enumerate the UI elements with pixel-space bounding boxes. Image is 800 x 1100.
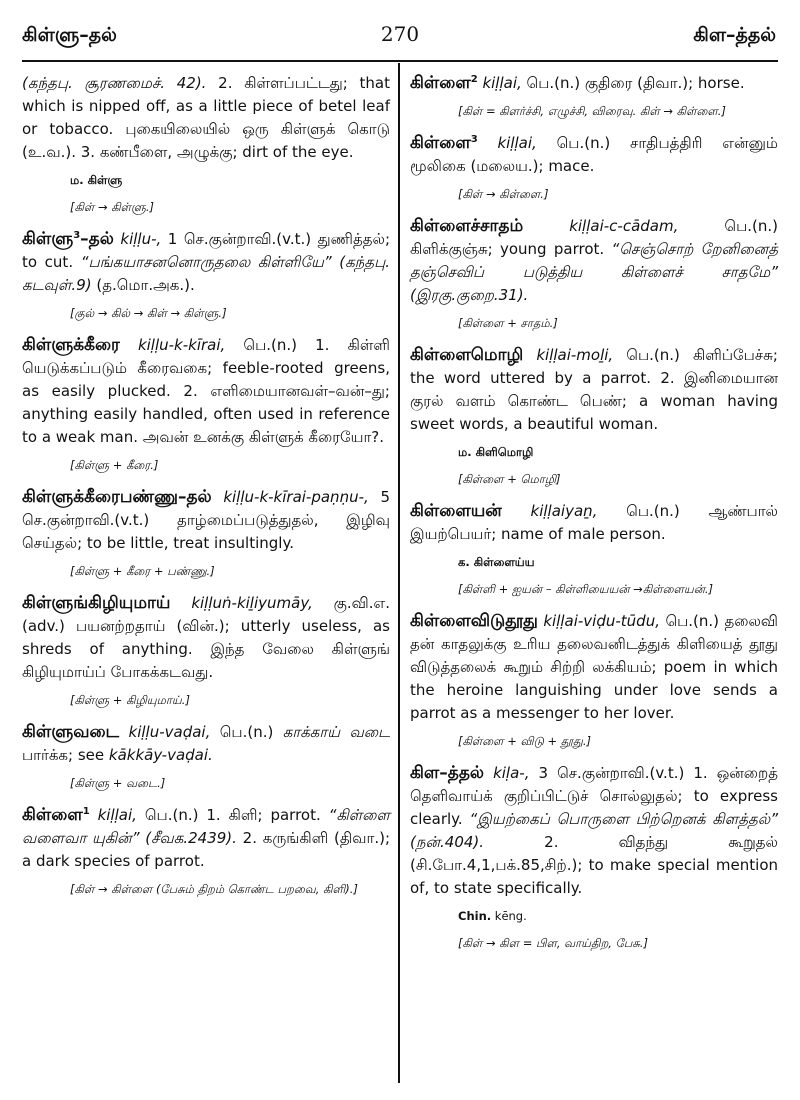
column-divider — [398, 63, 400, 1083]
dictionary-entry — [22, 228, 390, 297]
headword: கிள்ளுக்கீரை — [22, 335, 120, 355]
cognate-language: Chin. — [458, 909, 492, 923]
etymology: [கிள் → கிள்ளை.] — [458, 187, 549, 201]
definition: பெ.(n.) ஆண்பால் இயற்பெயர்; name of male person. — [410, 502, 778, 543]
cognate: ம. கிளிமொழி — [458, 445, 534, 459]
dictionary-entry — [22, 721, 390, 767]
definition: 5 செ.குன்றாவி.(v.t.) தாழ்மைப்படுத்துதல், இழிவு செய்தல்; to be little, treat insultingly. — [22, 488, 390, 552]
definition: பெ.(n.) 1. கிள்ளி யெடுக்கப்படும் கீரைவகை; feeble-rooted greens, as easily plucked. 2. எளிமையானவள்–வன்–து; anything easily handled, often used in reference to a weak man. அவன் உனக்கு கிள்ளுக் கீரையோ?. — [22, 336, 390, 446]
page-number: 270 — [380, 22, 420, 46]
definition: 3 செ.குன்றாவி.(v.t.) 1. ஒன்றைத் தெளிவாய்க் குறிப்பிட்டுச் சொல்லுதல்; to express clearly. — [410, 764, 778, 828]
definition: பெ.(n.) சாதிபத்திரி என்னும் மூலிகை (மலைய.); mace. — [410, 134, 778, 175]
citation: “கிள்ளை வளைவா யுகின்” (சீவக.2439). — [22, 806, 390, 847]
dictionary-entry — [22, 486, 390, 555]
dictionary-entry — [22, 592, 390, 684]
definition-tail: (த.மொ.அக.). — [91, 276, 195, 294]
transliteration: kiḷḷu-, — [120, 230, 162, 248]
definition: பெ.(n.) 1. கிளி; parrot. — [136, 806, 329, 824]
dictionary-entry — [410, 72, 778, 95]
transliteration: kiḷḷai, — [97, 806, 137, 824]
transliteration: kiḷḷuṅ-kiḻiyumāy, — [191, 594, 313, 612]
definition-tail: 2. விதந்து கூறுதல் (சி.போ.4,1,பக்.85,சிற்.); to make special mention of, to state specifically. — [410, 833, 778, 897]
see-reference: kākkāy-vaḍai. — [108, 746, 213, 764]
transliteration: kiḷḷu-k-kīrai-paṇṇu-, — [223, 488, 369, 506]
dictionary-entry — [22, 804, 390, 873]
transliteration: kiḷḷai, — [497, 134, 537, 152]
homonym-number: 3 — [470, 134, 478, 145]
transliteration: kiḷḷaiyaṉ, — [530, 502, 598, 520]
transliteration: kiḷḷai-viḍu-tūdu, — [543, 612, 660, 630]
etymology: [கிள்ளை + விடு + தூது.] — [458, 734, 592, 748]
etymology: [கிள்ளி + ஐயன் – கிள்ளியையன் →கிள்ளையன்.] — [458, 582, 714, 596]
etymology: [கிள் → கிள்ளு.] — [70, 200, 155, 214]
cognate — [458, 908, 778, 925]
transliteration: kiḷḷai-c-cādam, — [569, 217, 679, 235]
transliteration: kiḷḷu-k-kīrai, — [137, 336, 226, 354]
definition-tail: பார்க்க; see — [22, 746, 109, 764]
citation: “இயற்கைப் பொருளை பிற்றெனக் கிளத்தல்” (நன்.404). — [410, 810, 779, 851]
left-column — [22, 72, 390, 910]
definition: பெ.(n.) — [210, 723, 283, 741]
transliteration: kiḷḷai-moḻi, — [536, 346, 614, 364]
dictionary-entry — [410, 215, 778, 307]
etymology: [குல் → கில் → கிள் → கிள்ளு.] — [70, 306, 227, 320]
headword-suffix: –தல் — [80, 229, 114, 249]
definition-tail: 2. கருங்கிளி (திவா.); a dark species of parrot. — [22, 829, 390, 870]
transliteration: kiḷḷu-vaḍai, — [128, 723, 211, 741]
etymology: [கிள்ளு + வடை.] — [70, 776, 166, 790]
headword: கிள்ளைச்சாதம் — [410, 216, 524, 236]
definition: பெ.(n.) குதிரை (திவா.); horse. — [521, 74, 745, 92]
etymology: [கிள்ளை + சாதம்.] — [458, 316, 558, 330]
dictionary-entry — [410, 344, 778, 436]
transliteration: kiḷḷai, — [482, 74, 522, 92]
etymology: [கிள் → கிள = பிள, வாய்திற, பேசு.] — [458, 936, 648, 950]
headword: கிள்ளு — [22, 229, 74, 249]
dictionary-entry — [410, 762, 778, 900]
headword: கிள்ளை — [410, 133, 471, 153]
headword: கிள்ளைமொழி — [410, 345, 524, 365]
homonym-number: 3 — [73, 230, 81, 241]
etymology: [கிள்ளை + மொழி] — [458, 472, 561, 486]
headword: கிள்ளைவிடுதூது — [410, 611, 538, 631]
homonym-number: 1 — [82, 806, 90, 817]
dictionary-entry — [410, 610, 778, 725]
dictionary-entry — [410, 500, 778, 546]
etymology: [கிள் = கிளர்ச்சி, எழுச்சி, விரைவு. கிள் → கிள்ளை.] — [458, 104, 726, 118]
etymology: [கிள்ளு + கீரை.] — [70, 458, 159, 472]
entry-text: 2. கிள்ளப்பட்டது; that which is nipped off, as a little piece of betel leaf or tobacco. புகையிலையில் ஒரு கிள்ளுக் கொடு (உ.வ.). 3. கண்பீளை, அழுக்கு; dirt of the eye. — [22, 74, 391, 161]
definition: பெ.(n.) கிளிப்பேச்சு; the word uttered by a parrot. 2. இனிமையான குரல் வளம் கொண்ட பெண்; a woman having sweet words, a beautiful woman. — [410, 346, 778, 433]
right-column — [410, 72, 778, 964]
definition: பெ.(n.) கிளிக்குஞ்சு; young parrot. — [410, 217, 778, 258]
headword: கிள்ளை — [22, 805, 83, 825]
definition: 1 செ.குன்றாவி.(v.t.) துணித்தல்; to cut. — [22, 230, 390, 271]
citation: “பங்கயாசனனொருதலை கிள்ளியே” (கந்தபு. கடவுள்.9) — [22, 253, 390, 294]
header-right-guide-word: கிள–த்தல் — [693, 24, 776, 46]
citation: “செஞ்சொற் றேனினைத் தஞ்செவிப் படுத்திய கிள்ளைச் சாதமே” (இரகு.குறை.31). — [410, 240, 778, 304]
dictionary-entry — [410, 132, 778, 178]
etymology: [கிள்ளு + கிழியுமாய்.] — [70, 693, 190, 707]
dictionary-entry — [22, 334, 390, 449]
definition: பெ.(n.) தலைவி தன் காதலுக்கு உரிய தலைவனிடத்துக் கிளியைத் தூது விடுத்தலைக் கூறும் சிற்றி லக்கியம்; poem in which the heroine languishing under love sends a parrot as a messenger to her lover. — [410, 612, 778, 722]
header-rule — [22, 60, 778, 62]
headword: கிள்ளுக்கீரைபண்ணு–தல் — [22, 487, 212, 507]
definition: கு.வி.எ. (adv.) பயனற்றதாய் (வின்.); utterly useless, as shreds of anything. இந்த வேலை கிள்ளுங் கிழியுமாய்ப் போகக்கடவது. — [22, 594, 390, 681]
continued-entry — [22, 72, 390, 164]
cognate-word: kēng. — [491, 909, 527, 923]
etymology: [கிள் → கிள்ளை (பேசும் திறம் கொண்ட பறவை, கிளி).] — [70, 882, 358, 896]
cognate: ம. கிள்ளு — [70, 173, 123, 187]
cognate: க. கிள்ளைய்ய — [458, 555, 535, 569]
headword: கிள்ளையன் — [410, 501, 502, 521]
header-left-guide-word: கிள்ளு–தல் — [22, 24, 117, 46]
headword: கிள்ளுங்கிழியுமாய் — [22, 593, 171, 613]
transliteration: kiḷa-, — [493, 764, 530, 782]
headword: கிள்ளை — [410, 73, 471, 93]
cross-reference: காக்காய் வடை — [282, 723, 390, 741]
headword: கிள்ளுவடை — [22, 722, 120, 742]
headword: கிள–த்தல் — [410, 763, 485, 783]
etymology: [கிள்ளு + கீரை + பண்ணு.] — [70, 564, 215, 578]
citation: (கந்தபு. சூரணமைச். 42). — [22, 74, 207, 92]
homonym-number: 2 — [470, 74, 478, 85]
